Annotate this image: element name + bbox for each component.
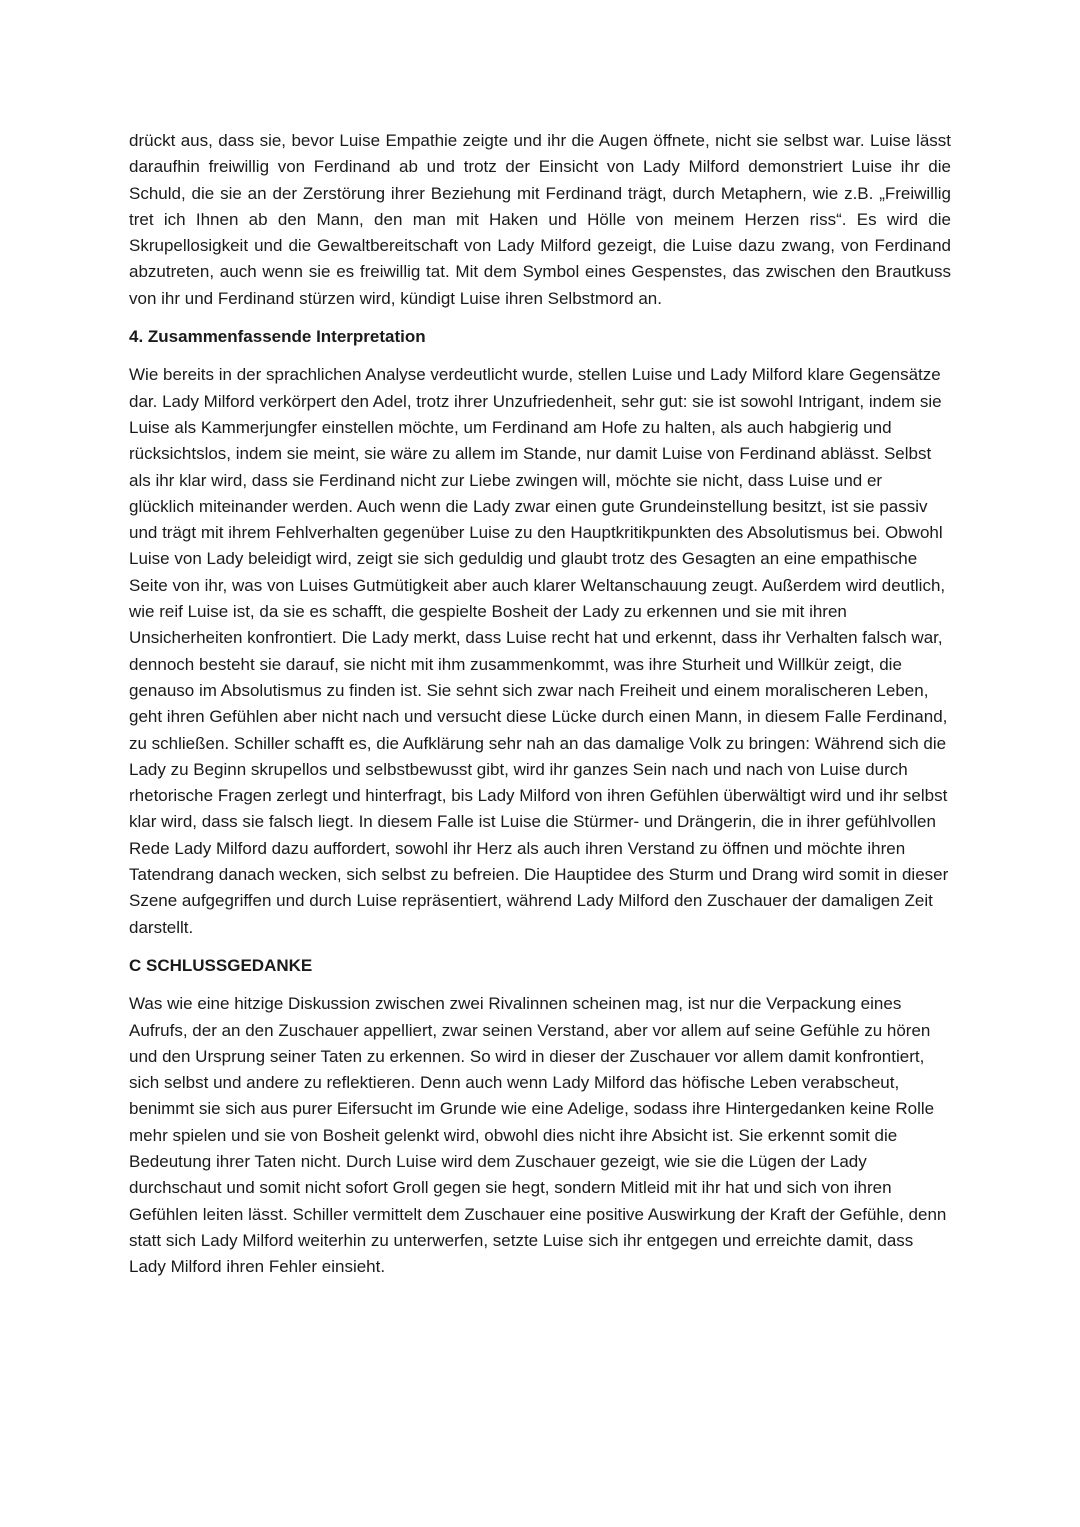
section-heading-conclusion: C SCHLUSSGEDANKE: [129, 955, 313, 975]
paragraph-intro: drückt aus, dass sie, bevor Luise Empathie zeigte und ihr die Augen öffnete, nicht sie selbst war. Luise lässt daraufhin freiwillig von Ferdinand ab und trotz der Einsicht von Lady Milford demonstriert Luise ihr die Schuld, die sie an der Zerstörung ihrer Beziehung mit Ferdinand trägt, durch Metaphern, wie z.B. „Freiwillig tret ich Ihnen ab den Mann, den man mit Haken und Hölle von meinem Herzen riss“. Es wird die Skrupellosigkeit und die Gewaltbereitschaft von Lady Milford gezeigt, die Luise dazu zwang, von Ferdinand abzutreten, auch wenn sie es freiwillig tat. Mit dem Symbol eines Gespenstes, das zwischen den Brautkuss von ihr und Ferdinand stürzen wird, kündigt Luise ihren Selbstmord an.: [129, 131, 951, 308]
section-heading-interpretation: 4. Zusammenfassende Interpretation: [129, 327, 426, 347]
paragraph-interpretation: Wie bereits in der sprachlichen Analyse verdeutlicht wurde, stellen Luise und Lady Milford klare Gegensätze dar. Lady Milford verkörpert den Adel, trotz ihrer Unzufriedenheit, sehr gut: sie ist sowohl Intrigant, indem sie Luise als Kammerjungfer einstellen möchte, um Ferdinand am Hofe zu halten, als auch habgierig und rücksichtslos, indem sie meint, sie wäre zu allem im Stande, nur damit Luise von Ferdinand ablässt. Selbst als ihr klar wird, dass sie Ferdinand nicht zur Liebe zwingen will, möchte sie nicht, dass Luise und er glücklich miteinander werden. Auch wenn die Lady zwar einen gute Grundeinstellung besitzt, ist sie passiv und trägt mit ihrem Fehlverhalten gegenüber Luise zu den Hauptkritikpunkten des Absolutismus bei. Obwohl Luise von Lady beleidigt wird, zeigt sie sich geduldig und glaubt trotz des Gesagten an eine empathische Seite von ihr, was von Luises Gutmütigkeit aber auch klarer Weltanschauung zeugt. Außerdem wird deutlich, wie reif Luise ist, da sie es schafft, die gespielte Bosheit der Lady zu erkennen und sie mit ihren Unsicherheiten konfrontiert. Die Lady merkt, dass Luise recht hat und erkennt, dass ihr Verhalten falsch war, dennoch besteht sie darauf, sie nicht mit ihm zusammenkommt, was ihre Sturheit und Willkür zeigt, die genauso im Absolutismus zu finden ist. Sie sehnt sich zwar nach Freiheit und einem moralischeren Leben, geht ihren Gefühlen aber nicht nach und versucht diese Lücke durch einen Mann, in diesem Falle Ferdinand, zu schließen. Schiller schafft es, die Aufklärung sehr nah an das damalige Volk zu bringen: Während sich die Lady zu Beginn skrupellos und selbstbewusst gibt, wird ihr ganzes Sein nach und nach von Luise durch rhetorische Fragen zerlegt und hinterfragt, bis Lady Milford von ihren Gefühlen überwältigt wird und ihr selbst klar wird, dass sie falsch liegt. In diesem Falle ist Luise die Stürmer- und Drängerin, die in ihrer gefühlvollen Rede Lady Milford dazu auffordert, sowohl ihr Herz als auch ihren Verstand zu öffnen und möchte ihren Tatendrang danach wecken, sich selbst zu befreien. Die Hauptidee des Sturm und Drang wird somit in dieser Szene aufgegriffen und durch Luise repräsentiert, während Lady Milford den Zuschauer der damaligen Zeit darstellt.: [129, 365, 949, 937]
document-body: [129, 128, 951, 1280]
paragraph-conclusion: Was wie eine hitzige Diskussion zwischen zwei Rivalinnen scheinen mag, ist nur die Verpackung eines Aufrufs, der an den Zuschauer appelliert, zwar seinen Verstand, aber vor allem auf seine Gefühle zu hören und den Ursprung seiner Taten zu erkennen. So wird in dieser der Zuschauer vor allem damit konfrontiert, sich selbst und andere zu reflektieren. Denn auch wenn Lady Milford das höfische Leben verabscheut, benimmt sie sich aus purer Eifersucht im Grunde wie eine Adelige, sodass ihre Hintergedanken keine Rolle mehr spielen und sie von Bosheit gelenkt wird, obwohl dies nicht ihre Absicht ist. Sie erkennt somit die Bedeutung ihrer Taten nicht. Durch Luise wird dem Zuschauer gezeigt, wie sie die Lügen der Lady durchschaut und somit nicht sofort Groll gegen sie hegt, sondern Mitleid mit ihr hat und sich von ihren Gefühlen leiten lässt. Schiller vermittelt dem Zuschauer eine positive Auswirkung der Kraft der Gefühle, denn statt sich Lady Milford weiterhin zu unterwerfen, setzte Luise sich ihr entgegen und erreichte damit, dass Lady Milford ihren Fehler einsieht.: [129, 994, 947, 1277]
